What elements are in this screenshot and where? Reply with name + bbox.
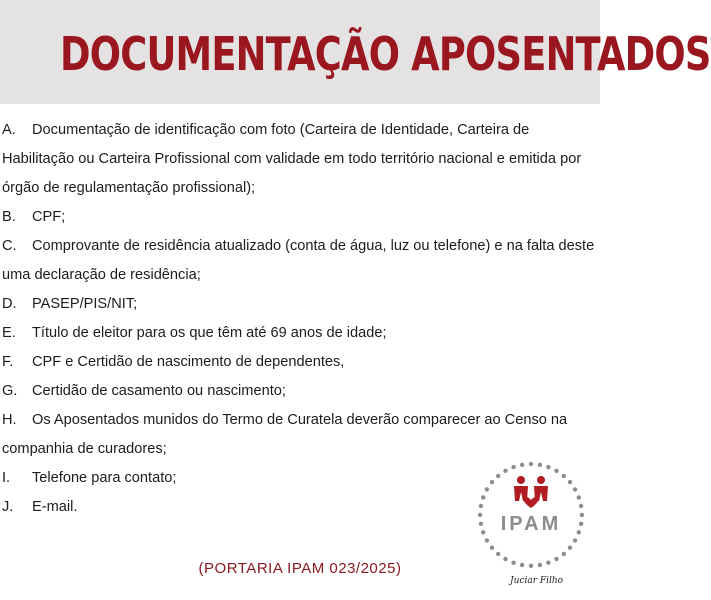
item-letter: H. [2, 412, 17, 428]
item-letter: B. [2, 209, 16, 225]
ipam-logo [472, 456, 590, 574]
list-item [2, 377, 600, 406]
item-text: PASEP/PIS/NIT; [32, 296, 138, 312]
list-item [2, 348, 600, 377]
logo-text: IPAM [500, 513, 562, 535]
list-item [2, 116, 600, 203]
list-item [2, 319, 600, 348]
list-item [2, 290, 600, 319]
item-text: Os Aposentados munidos do Termo de Curatela deverão comparecer ao Censo na companhia de curadores; [2, 412, 568, 457]
item-text: Certidão de casamento ou nascimento; [32, 383, 286, 399]
item-letter: D. [2, 296, 17, 312]
item-text: E-mail. [32, 499, 78, 515]
item-letter: C. [2, 238, 17, 254]
signature: Juciar Filho [510, 576, 564, 586]
item-text: Título de eleitor para os que têm até 69 anos de idade; [32, 325, 387, 341]
item-letter: E. [2, 325, 16, 341]
item-text: Documentação de identificação com foto (Carteira de Identidade, Carteira de Habilitação ou Carteira Profissional com validade em todo território nacional e emitida por órgão de regulamentação profissional); [2, 122, 582, 196]
item-letter: G. [2, 383, 18, 399]
portaria-note: (PORTARIA IPAM 023/2025) [198, 560, 402, 577]
list-item [2, 203, 600, 232]
item-letter: I. [2, 470, 11, 486]
header-banner [0, 0, 711, 104]
item-letter: F. [2, 354, 14, 370]
list-item [2, 232, 600, 290]
item-text: Comprovante de residência atualizado (conta de água, luz ou telefone) e na falta deste uma declaração de residência; [2, 238, 595, 283]
item-text: Telefone para contato; [32, 470, 177, 486]
two-people-heart-icon [514, 476, 548, 508]
item-text: CPF e Certidão de nascimento de dependentes, [32, 354, 345, 370]
item-letter: A. [2, 122, 16, 138]
page-title: DOCUMENTAÇÃO APOSENTADOS [60, 27, 711, 81]
item-text: CPF; [32, 209, 66, 225]
item-letter: J. [2, 499, 14, 515]
